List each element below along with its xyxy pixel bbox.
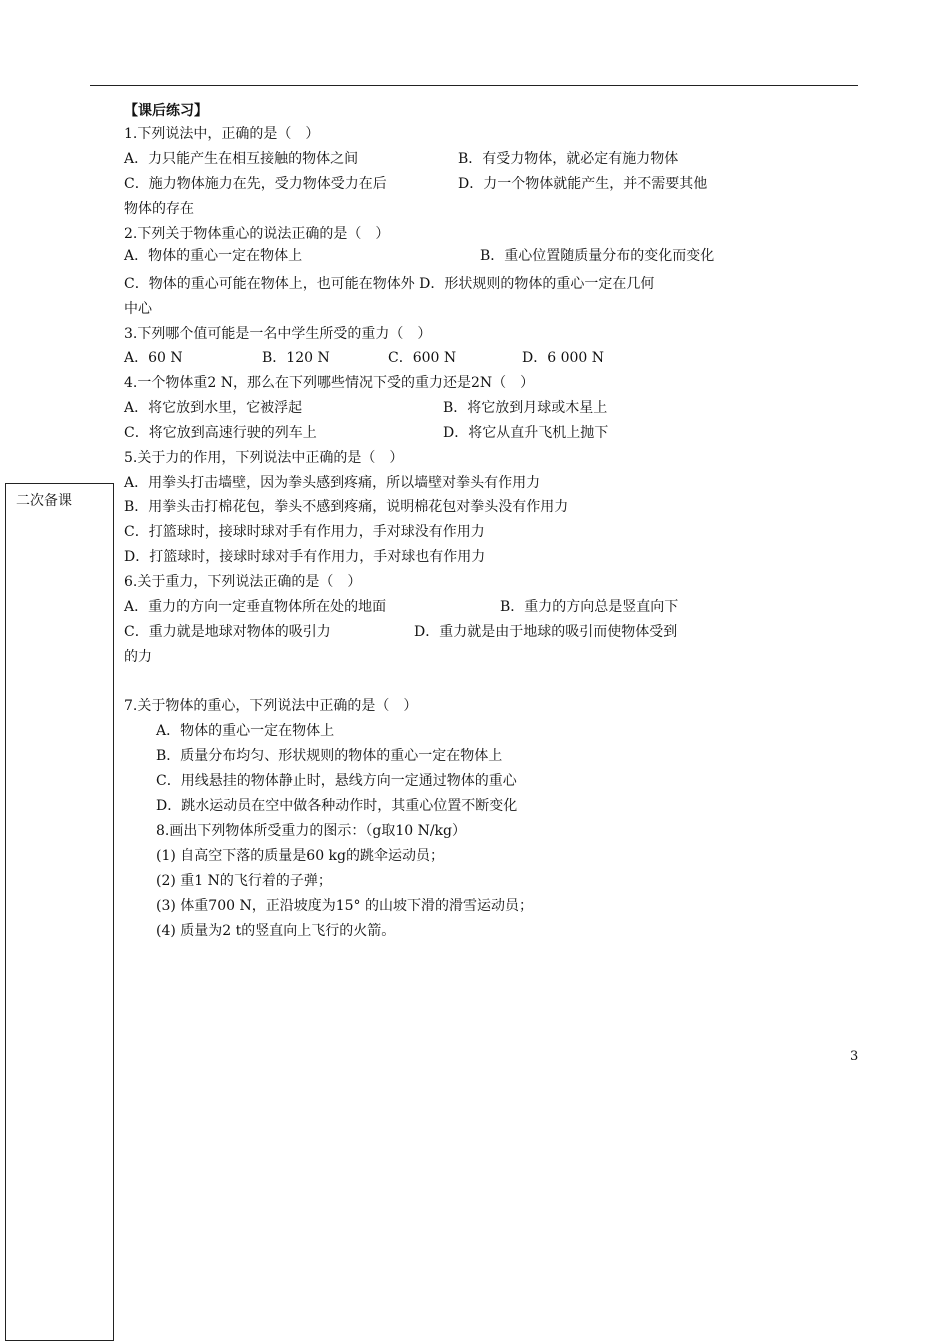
q6-option-c: C．重力就是地球对物体的吸引力 <box>124 624 331 640</box>
q3-option-c: C．600 N <box>388 350 457 366</box>
question-7: 7.关于物体的重心，下列说法中正确的是（ ） <box>124 698 418 714</box>
question-3: 3.下列哪个值可能是一名中学生所受的重力（ ） <box>124 326 432 342</box>
question-5: 5.关于力的作用，下列说法中正确的是（ ） <box>124 450 404 466</box>
q8-item-4: (4) 质量为2 t的竖直向上飞行的火箭。 <box>156 923 396 939</box>
q3-option-a: A．60 N <box>124 350 183 366</box>
q7-option-b: B．质量分布均匀、形状规则的物体的重心一定在物体上 <box>156 748 503 764</box>
side-label: 二次备课 <box>16 493 72 509</box>
q8-item-3: (3) 体重700 N，正沿坡度为15° 的山坡下滑的滑雪运动员； <box>156 898 533 914</box>
page-number: 3 <box>850 1049 859 1064</box>
q5-option-d: D．打篮球时，接球时球对手有作用力，手对球也有作用力 <box>124 549 486 565</box>
q7-option-c: C．用线悬挂的物体静止时，悬线方向一定通过物体的重心 <box>156 773 517 789</box>
q3-option-d: D．6 000 N <box>522 350 605 366</box>
q1-option-c: C．施力物体施力在先，受力物体受力在后 <box>124 176 387 192</box>
question-6: 6.关于重力，下列说法正确的是（ ） <box>124 574 362 590</box>
q6-option-a: A．重力的方向一定垂直物体所在处的地面 <box>124 599 387 615</box>
question-4: 4.一个物体重2 N，那么在下列哪些情况下受的重力还是2N（ ） <box>124 375 535 391</box>
q8-item-2: (2) 重1 N的飞行着的子弹； <box>156 873 332 889</box>
q5-option-b: B．用拳头击打棉花包，拳头不感到疼痛，说明棉花包对拳头没有作用力 <box>124 499 569 515</box>
q2-option-b: B．重心位置随质量分布的变化而变化 <box>480 248 715 264</box>
q4-option-a: A．将它放到水里，它被浮起 <box>124 400 303 416</box>
q6-option-b: B．重力的方向总是竖直向下 <box>500 599 679 615</box>
q3-option-b: B．120 N <box>262 350 330 366</box>
q7-option-a: A．物体的重心一定在物体上 <box>156 723 335 739</box>
top-rule <box>90 85 858 86</box>
q4-option-b: B．将它放到月球或木星上 <box>443 400 608 416</box>
q2-option-a: A．物体的重心一定在物体上 <box>124 248 303 264</box>
q8-item-1: (1) 自高空下落的质量是60 kg的跳伞运动员； <box>156 848 444 864</box>
section-heading: 【课后练习】 <box>124 103 208 119</box>
q2-option-d-cont: 中心 <box>124 301 152 317</box>
question-1: 1.下列说法中，正确的是（ ） <box>124 126 320 142</box>
q1-option-a: A．力只能产生在相互接触的物体之间 <box>124 151 359 167</box>
question-2: 2.下列关于物体重心的说法正确的是（ ） <box>124 226 390 242</box>
q4-option-c: C．将它放到高速行驶的列车上 <box>124 425 317 441</box>
q2-option-cd: C．物体的重心可能在物体上，也可能在物体外 D．形状规则的物体的重心一定在几何 <box>124 276 655 292</box>
q4-option-d: D．将它从直升飞机上抛下 <box>443 425 609 441</box>
q5-option-c: C．打篮球时，接球时球对手有作用力，手对球没有作用力 <box>124 524 485 540</box>
side-column-box <box>5 483 114 1341</box>
q7-option-d: D．跳水运动员在空中做各种动作时，其重心位置不断变化 <box>156 798 518 814</box>
q1-option-b: B．有受力物体，就必定有施力物体 <box>458 151 679 167</box>
q1-option-d: D．力一个物体就能产生，并不需要其他 <box>458 176 708 192</box>
q6-option-d: D．重力就是由于地球的吸引而使物体受到 <box>414 624 678 640</box>
q6-option-d-cont: 的力 <box>124 649 152 665</box>
q1-option-d-cont: 物体的存在 <box>124 201 194 217</box>
question-8: 8.画出下列物体所受重力的图示：（g取10 N/kg） <box>156 823 466 839</box>
q5-option-a: A．用拳头打击墙壁，因为拳头感到疼痛，所以墙壁对拳头有作用力 <box>124 475 541 491</box>
